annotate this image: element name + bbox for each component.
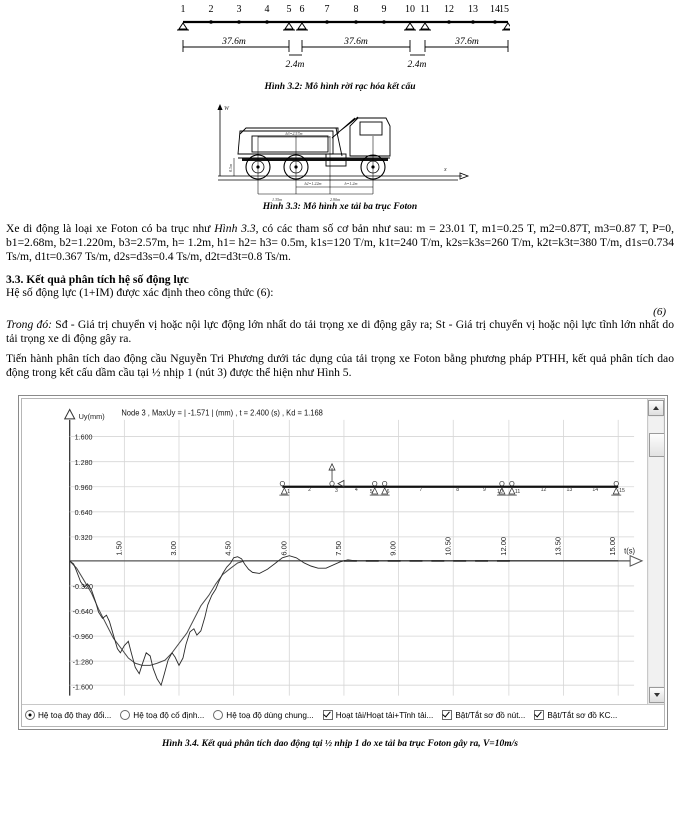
x-axis-arrow-icon: [630, 555, 642, 565]
y-tick-label: -1.280: [72, 656, 93, 666]
checkbox-icon[interactable]: [442, 710, 452, 720]
mini-node-label: 13: [566, 486, 573, 493]
node-label: 2: [208, 4, 214, 15]
node-label: 1: [180, 4, 186, 15]
checkbox-node-diagram[interactable]: [442, 710, 525, 720]
figure-3-3-caption: Hình 3.3: Mô hình xe tải ba trục Foton: [262, 202, 418, 212]
chevron-up-icon: [653, 406, 659, 410]
analysis-paragraph: Tiến hành phân tích dao động cầu Nguyễn Tri Phương dưới tác dụng của tải trọng xe Foton bằng phương pháp PTHH, kết quả phân tích dao động trong kết cấu dầm cầu tại ½ nhịp 1 (nút 3) được thể hiện như Hình 5.: [6, 352, 674, 380]
figure-3-4-caption: Hình 3.4. Kết quả phân tích dao động tại ½ nhịp 1 do xe tải ba trục Foton gây ra, V=10m/s: [162, 738, 518, 749]
mini-node-label-group: [287, 486, 625, 494]
node-label: 7: [324, 4, 330, 15]
formula-intro-line: Hệ số động lực (1+IM) được xác định theo công thức (6):: [6, 285, 274, 299]
mini-node-label: 5: [369, 488, 373, 495]
support-icon: [404, 23, 416, 30]
dim-b2-label: b2=1.22m: [304, 181, 322, 186]
trongdo-paragraph: [6, 318, 674, 346]
section-heading-3-3: 3.3. Kết quả phân tích hệ số động lực: [6, 272, 189, 286]
mini-node-label: 3: [335, 487, 338, 494]
chart-title: Node 3 , MaxUy = | -1.571 | (mm) , t = 2.400 (s) , Kd = 1.168: [121, 408, 323, 418]
radio-option-changing-coords[interactable]: [25, 710, 111, 720]
y-tick-label-group: [73, 432, 93, 691]
support-icon: [419, 23, 431, 30]
checkbox-label: Bật/Tắt sơ đồ KC...: [547, 710, 618, 720]
axis-x-label: x: [444, 167, 447, 173]
figure-3-2: [0, 0, 680, 98]
node-label: 14: [490, 4, 500, 15]
radio-icon[interactable]: [120, 710, 130, 720]
x-tick-label-group: [115, 537, 618, 556]
chevron-down-icon: [654, 693, 660, 697]
axis-w-label: W: [224, 106, 229, 112]
scrollbar-track[interactable]: [649, 417, 663, 686]
node-label: 10: [405, 4, 415, 15]
vertical-gridline-group: [124, 420, 618, 696]
trongdo-label: Trong đó:: [6, 317, 53, 331]
node-dot: [382, 20, 386, 24]
truck-model-svg: [190, 98, 490, 202]
dim-h-label: h=1.2m: [344, 181, 358, 186]
mini-node-label: 14: [592, 486, 599, 493]
scroll-down-button[interactable]: [649, 687, 665, 703]
checkbox-live-load[interactable]: [323, 710, 434, 720]
x-tick-label: 6.00: [279, 540, 289, 556]
mini-node-label: 6: [386, 488, 390, 495]
mini-node-group: [280, 481, 618, 486]
displacement-chart-svg: [22, 399, 648, 704]
checkbox-icon[interactable]: [323, 710, 333, 720]
node-label: 13: [468, 4, 478, 15]
y-axis-label: Uy(mm): [78, 411, 105, 421]
node-dot: [447, 20, 451, 24]
node-number-group: [181, 4, 510, 15]
radio-option-fixed-coords[interactable]: [120, 710, 204, 720]
y-axis-arrow-icon: [65, 409, 75, 418]
support-group: [177, 23, 510, 30]
x-tick-label: 13.50: [553, 536, 563, 556]
figure-3-2-caption: Hình 3.2: Mô hình rời rạc hóa kết cấu: [264, 82, 416, 92]
params-figure-ref: Hình 3.3: [214, 222, 256, 235]
gap-dimension-label: 2.4m: [285, 59, 305, 70]
checkbox-label: Hoạt tải/Hoạt tải+Tĩnh tải...: [335, 710, 434, 720]
node-label: 11: [420, 4, 430, 15]
x-tick-label: 4.50: [223, 540, 233, 556]
y-tick-label: -0.320: [72, 581, 93, 591]
node-label: 12: [444, 4, 454, 15]
node-dot: [209, 20, 213, 24]
dim-b3-label: b3=2.57m: [285, 131, 303, 136]
parameters-paragraph: [6, 222, 674, 265]
mini-node-label: 15: [619, 487, 625, 494]
trongdo-text: Sđ - Giá trị chuyển vị hoặc nội lực động lớn nhất do tải trọng xe di động gây ra; St - Giá trị chuyển vị hoặc nội lực tĩnh lớn nhất do tải trọng xe di động gây ra.: [6, 317, 675, 346]
checkbox-structure-diagram[interactable]: [534, 710, 617, 720]
x-tick-label: 7.50: [334, 540, 343, 556]
mini-node-label: 9: [483, 486, 486, 493]
node-dot: [237, 20, 241, 24]
node-label: 5: [286, 4, 292, 15]
node-dot: [493, 20, 497, 24]
support-icon: [502, 23, 510, 30]
figure-3-3: [0, 98, 680, 216]
params-intro: Xe di động là loại xe Foton có ba trục như: [6, 222, 215, 235]
node-label: 8: [353, 4, 359, 15]
params-values: , có các tham số cơ bản như sau: m = 23.01 T, m1=0.25 T, m2=0.87T, m3=0.87 T, P=0, b1=2.68m, b2=1.220m, b3=2.57m, h= 1.2m, h1= h2= h3= 0.5m, k1s=120 T/m, k1t=240 T/m, k2s=k3s=260 T/m, k2t=k3t=380 T/m, d1s=0.734 Ts/m, d1t=0.367 Ts/m, d2s=d3s=0.4 Ts/m, d2t=d3t=0.8 Ts/m.: [6, 222, 674, 264]
span-dimension-label: 37.6m: [455, 36, 479, 47]
mini-node-label: 7: [419, 486, 423, 493]
node-label: 4: [264, 4, 270, 15]
node-label: 15: [499, 4, 509, 15]
x-tick-label: 9.00: [388, 540, 398, 556]
x-tick-label: 10.50: [443, 536, 453, 556]
checkbox-label: Bật/Tắt sơ đồ nút...: [455, 710, 526, 720]
vertical-scrollbar[interactable]: [647, 399, 664, 704]
mini-node-label: 11: [514, 488, 521, 495]
node-label: 3: [236, 4, 242, 15]
checkbox-icon[interactable]: [534, 710, 544, 720]
support-icon: [296, 23, 308, 30]
y-tick-label: 0.640: [74, 507, 93, 517]
discretized-model-svg: [170, 0, 510, 82]
axis-w: [217, 104, 222, 176]
y-tick-label: 0.960: [74, 482, 93, 492]
x-tick-label: 3.00: [169, 540, 178, 556]
node-dot: [471, 20, 475, 24]
radio-label: Hệ toạ độ cố định...: [133, 710, 205, 720]
radio-icon[interactable]: [25, 710, 35, 720]
mini-structure-diagram: [279, 463, 625, 494]
radio-label: Hệ toạ độ dùng chung...: [226, 710, 314, 720]
mini-node-label: 8: [456, 486, 460, 493]
radio-option-shared-coords[interactable]: [213, 710, 313, 720]
span-dimension-label: 37.6m: [344, 36, 368, 47]
mini-node-label: 10: [496, 488, 503, 495]
y-tick-label: 1.280: [74, 457, 93, 467]
dim-h1-label: 0.5m: [228, 163, 233, 173]
mini-node-label: 4: [354, 486, 358, 493]
dim-d1-label: 1.35m: [271, 197, 283, 202]
y-tick-label: 1.600: [74, 432, 93, 442]
y-tick-label: -0.960: [72, 631, 93, 641]
support-icon: [283, 23, 295, 30]
chart-options-toolbar: [22, 704, 664, 726]
y-tick-label: -0.640: [72, 606, 93, 616]
mini-node-label: 1: [287, 488, 291, 495]
x-tick-label: 1.50: [114, 540, 124, 556]
scrollbar-thumb[interactable]: [649, 433, 665, 457]
y-tick-label: -1.600: [72, 681, 93, 692]
node-label: 6: [299, 4, 305, 15]
node-dot: [325, 20, 329, 24]
x-tick-label: 15.00: [608, 536, 618, 556]
node-dot: [265, 20, 269, 24]
radio-icon[interactable]: [213, 710, 223, 720]
gap-dimension-label: 2.4m: [407, 59, 427, 70]
node-dot: [354, 20, 358, 24]
mini-node-label: 2: [308, 486, 312, 493]
chart-window-inner: [21, 398, 665, 727]
span-dimension-label: 37.6m: [222, 36, 246, 47]
x-axis-label: t(s): [624, 546, 636, 556]
truck-underframe: [242, 158, 388, 161]
dim-d2-label: 2.90m: [329, 197, 341, 202]
radio-label: Hệ toạ độ thay đổi...: [38, 710, 112, 720]
chart-window: [18, 395, 668, 730]
y-tick-label: 0.320: [74, 532, 93, 542]
scroll-up-button[interactable]: [648, 400, 664, 416]
plot-area: [22, 399, 648, 704]
mini-node-label: 12: [540, 486, 547, 493]
support-icon: [177, 23, 189, 30]
equation-number: (6): [653, 305, 666, 318]
node-label: 9: [381, 4, 387, 15]
x-tick-label: 12.00: [499, 536, 508, 556]
